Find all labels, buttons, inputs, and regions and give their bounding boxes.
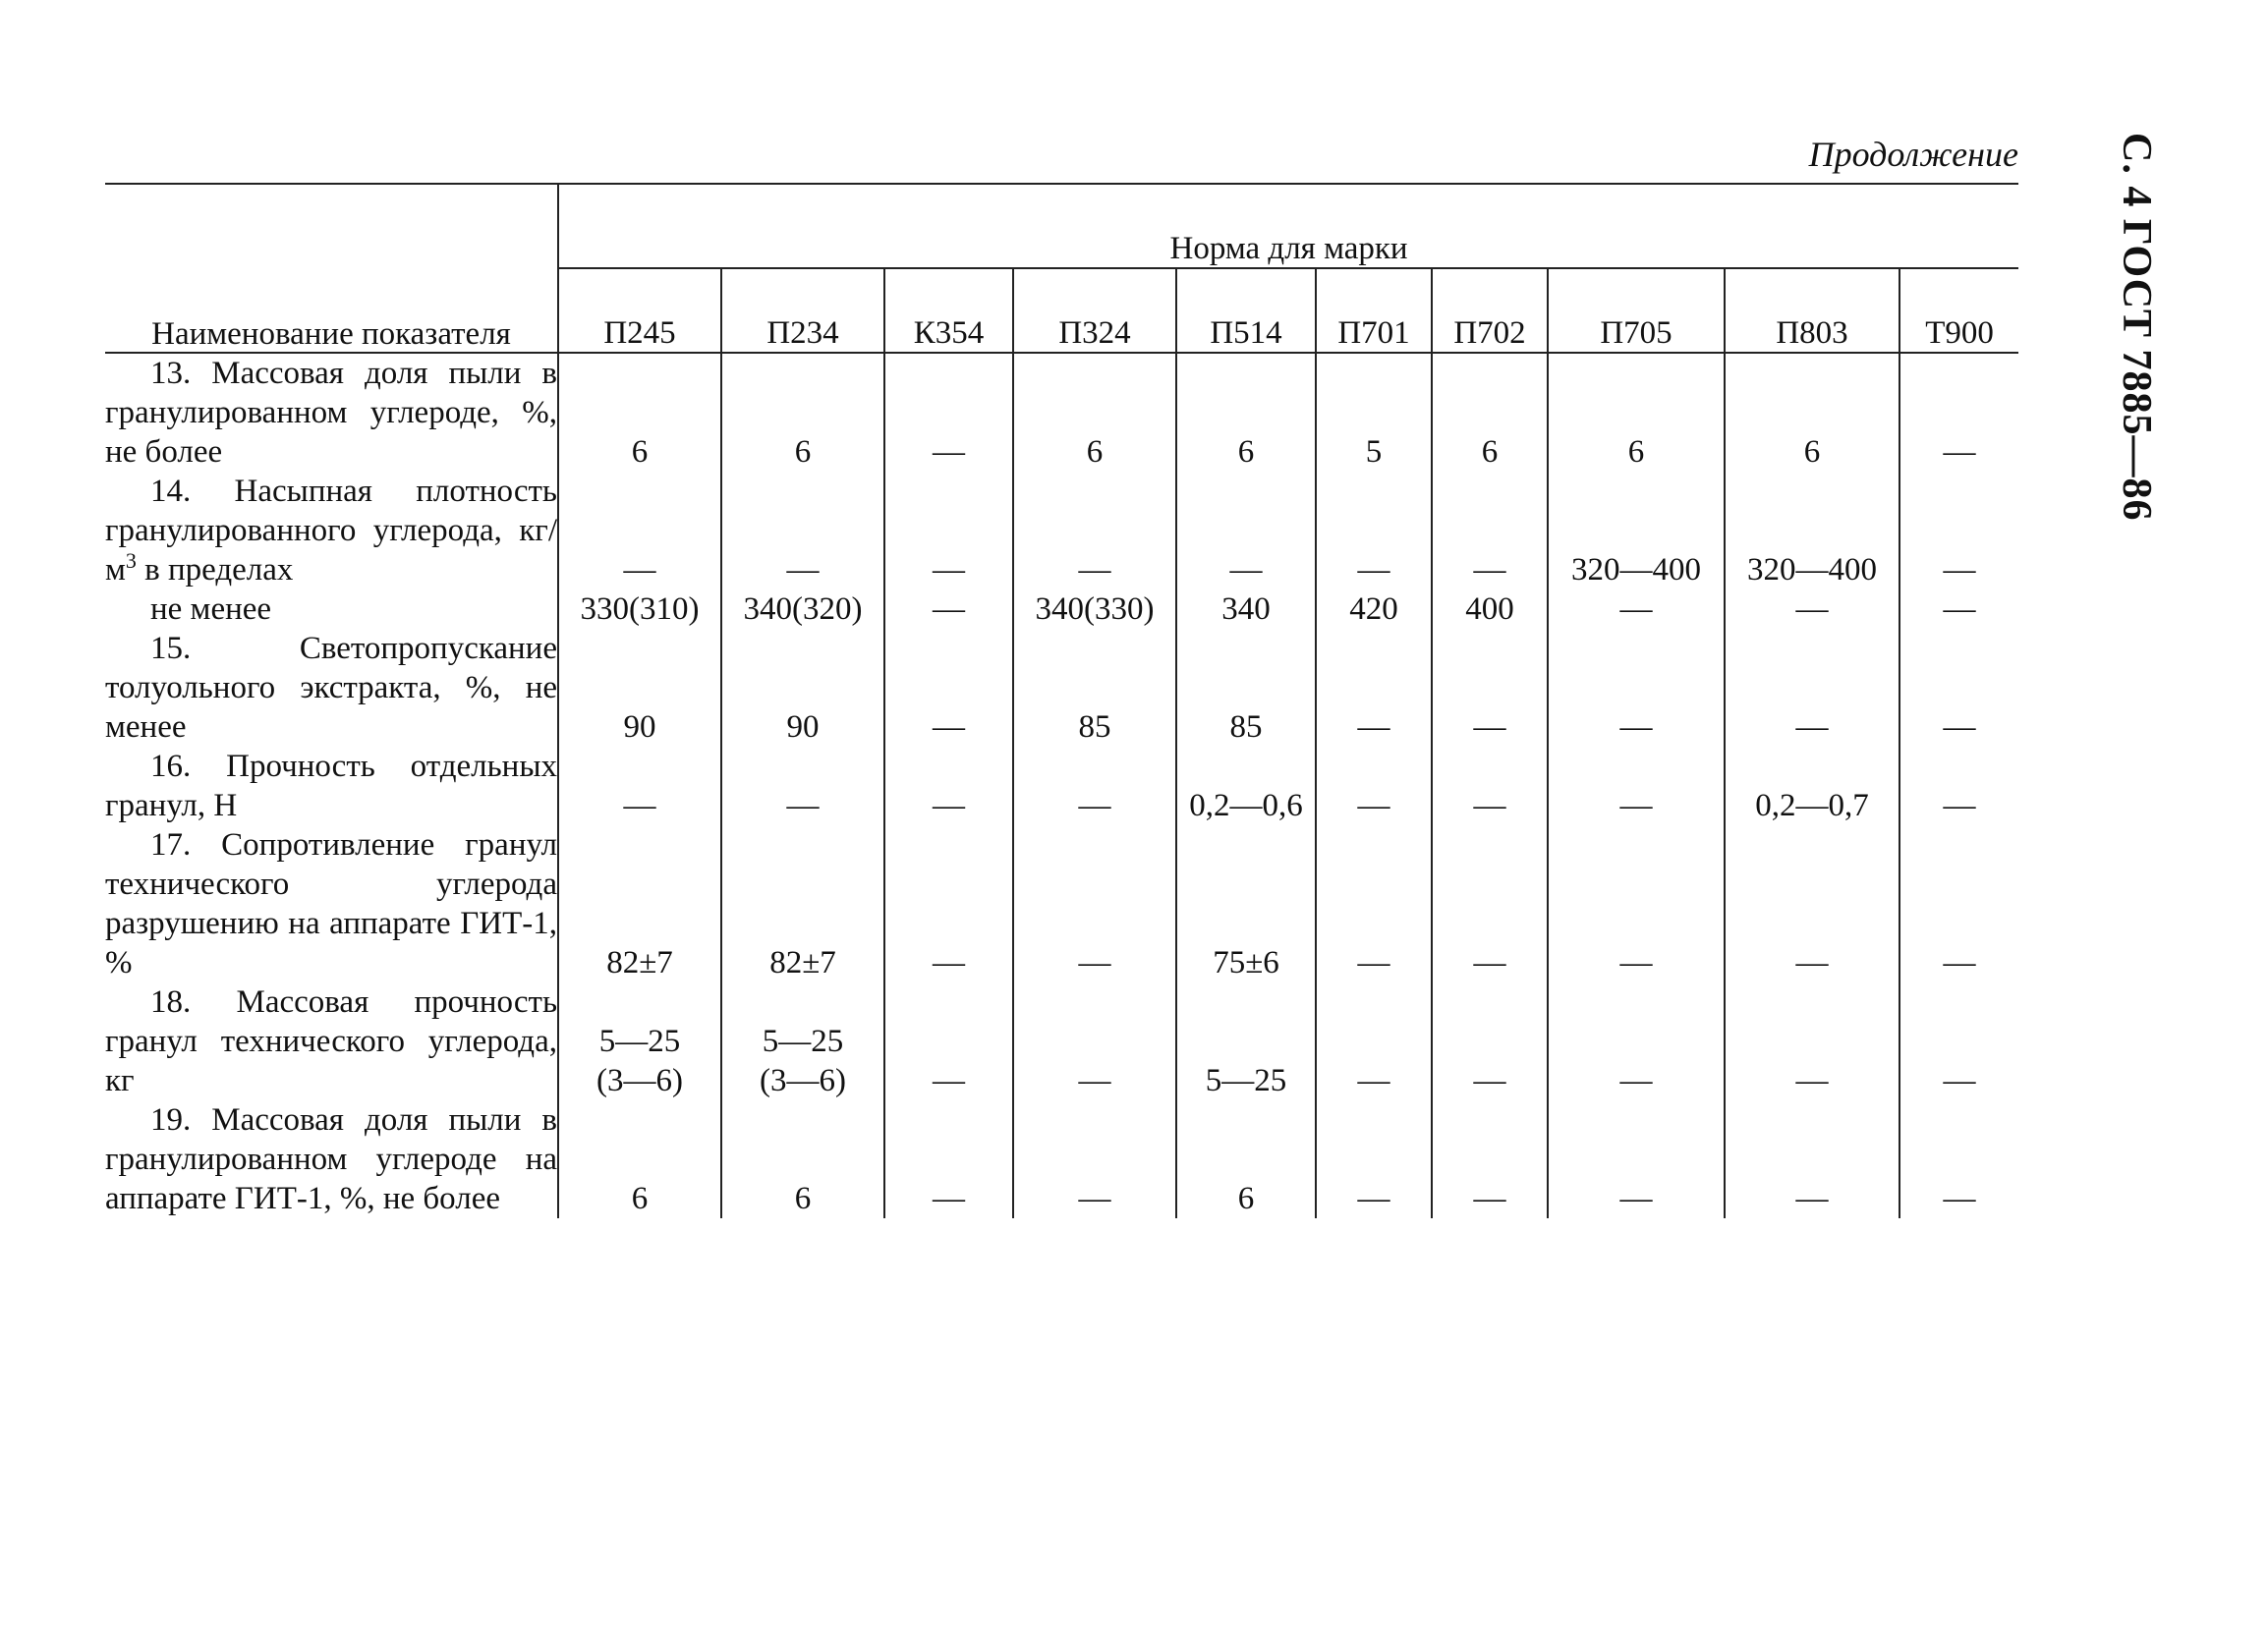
value-cell: —	[1899, 629, 2018, 747]
value-cell: 82±7	[721, 825, 884, 982]
value-cell: —	[1316, 825, 1432, 982]
value-cell: 6	[1725, 353, 1899, 472]
value-cell: —	[1725, 1100, 1899, 1218]
value-cell: —	[1548, 629, 1725, 747]
value-cell: —	[1725, 825, 1899, 982]
grade-header-П705: П705	[1548, 268, 1725, 353]
grade-header-Т900: Т900	[1899, 268, 2018, 353]
value-cell: —	[884, 629, 1013, 747]
value-cell: 340(330)	[1013, 589, 1176, 629]
table-row	[105, 589, 2018, 629]
value-cell: 0,2—0,6	[1176, 747, 1316, 825]
table-row	[105, 353, 2018, 472]
parameter-name-cell: 18. Массовая прочность гранул технического углерода, кг	[105, 984, 557, 1098]
value-cell: 340(320)	[721, 589, 884, 629]
value-cell: —	[1316, 629, 1432, 747]
parameter-name-cell: 15. Светопропускание толуольного экстракта, %, не менее	[105, 631, 557, 745]
value-cell: 5—25	[1176, 982, 1316, 1100]
table-row	[105, 1100, 2018, 1218]
value-cell: 0,2—0,7	[1725, 747, 1899, 825]
value-cell: 6	[631, 434, 649, 470]
value-cell: 340	[1176, 589, 1316, 629]
value-cell: 320—400	[1548, 472, 1725, 589]
value-cell: —	[1899, 982, 2018, 1100]
continuation-label: Продолжение	[1808, 135, 2018, 174]
value-cell: —	[721, 472, 884, 589]
value-cell: —	[1316, 747, 1432, 825]
parameter-name-cell: 19. Массовая доля пыли в гранулированном углероде на аппарате ГИТ-1, %, не более	[105, 1102, 557, 1216]
value-cell: 420	[1316, 589, 1432, 629]
value-cell: 400	[1432, 589, 1548, 629]
value-cell: —	[1316, 982, 1432, 1100]
value-cell: —	[1899, 1100, 2018, 1218]
value-cell: —	[1176, 472, 1316, 589]
value-cell: —	[1432, 825, 1548, 982]
parameter-name-cell: 14. Насыпная плотность гранулированного углерода, $кг/м^3$ в пределах	[105, 474, 557, 588]
value-cell: —	[1316, 1100, 1432, 1218]
parameter-name-cell: не менее	[105, 589, 558, 629]
value-cell: 6	[721, 1100, 884, 1218]
value-cell: —	[884, 589, 1013, 629]
value-cell: —	[1432, 1100, 1548, 1218]
parameter-name-cell: 16. Прочность отдельных гранул, Н	[105, 749, 557, 823]
value-cell: 85	[1176, 629, 1316, 747]
value-cell: —	[1725, 982, 1899, 1100]
value-cell: —	[884, 472, 1013, 589]
grade-header-П324: П324	[1013, 268, 1176, 353]
value-cell: —	[623, 788, 656, 823]
value-cell: 6	[1176, 353, 1316, 472]
value-cell: —	[1548, 825, 1725, 982]
value-cell: —	[884, 353, 1013, 472]
value-cell: 320—400	[1725, 472, 1899, 589]
value-cell: —	[623, 552, 656, 588]
page-side-title: С. 4 ГОСТ 7885—86	[2114, 133, 2159, 522]
value-cell: 5	[1316, 353, 1432, 472]
value-cell: —	[1432, 472, 1548, 589]
value-cell: —	[1899, 589, 2018, 629]
value-cell: —	[1432, 982, 1548, 1100]
value-cell: —	[1013, 472, 1176, 589]
value-cell: 6	[1013, 353, 1176, 472]
grade-header-П701: П701	[1316, 268, 1432, 353]
value-cell: 90	[623, 709, 656, 745]
value-cell: 6	[1176, 1100, 1316, 1218]
specification-table	[105, 183, 2018, 1218]
value-cell: 85	[1013, 629, 1176, 747]
value-cell: —	[1432, 747, 1548, 825]
value-cell: —	[1013, 1100, 1176, 1218]
parameter-name-header: Наименование показателя	[105, 184, 558, 353]
table-row	[105, 629, 2018, 747]
value-cell: 6	[1548, 353, 1725, 472]
grade-norm-header: Норма для марки	[558, 184, 2018, 268]
value-cell: —	[1013, 747, 1176, 825]
value-cell: —	[1013, 982, 1176, 1100]
value-cell: —	[1899, 747, 2018, 825]
value-cell: 5—25 (3—6)	[721, 982, 884, 1100]
value-cell: 330(310)	[580, 591, 700, 627]
value-cell: —	[1548, 589, 1725, 629]
value-cell: —	[1899, 353, 2018, 472]
value-cell: 6	[721, 353, 884, 472]
value-cell: —	[1548, 1100, 1725, 1218]
table-row	[105, 982, 2018, 1100]
value-cell: —	[721, 747, 884, 825]
value-cell: —	[1316, 472, 1432, 589]
grade-header-К354: К354	[884, 268, 1013, 353]
grade-header-П245: П245	[558, 268, 721, 353]
grade-header-П702: П702	[1432, 268, 1548, 353]
value-cell: —	[1548, 747, 1725, 825]
value-cell: —	[884, 1100, 1013, 1218]
value-cell: 5—25 (3—6)	[596, 1024, 683, 1098]
table-row	[105, 825, 2018, 982]
value-cell: —	[884, 982, 1013, 1100]
table-row	[105, 472, 2018, 589]
value-cell: 6	[1432, 353, 1548, 472]
value-cell: 6	[631, 1181, 649, 1216]
value-cell: —	[1899, 825, 2018, 982]
parameter-name-cell: 13. Массовая доля пыли в гранулированном углероде, %, не более	[105, 353, 558, 472]
value-cell: —	[1548, 982, 1725, 1100]
value-cell: —	[1899, 472, 2018, 589]
table-row	[105, 747, 2018, 825]
value-cell: 90	[721, 629, 884, 747]
value-cell: 82±7	[606, 945, 673, 981]
grade-header-П514: П514	[1176, 268, 1316, 353]
value-cell: 75±6	[1176, 825, 1316, 982]
parameter-name-cell: 17. Сопротивление гранул технического углерода разрушению на аппарате ГИТ-1, %	[105, 827, 557, 981]
value-cell: —	[1432, 629, 1548, 747]
value-cell: —	[1013, 825, 1176, 982]
value-cell: —	[1725, 629, 1899, 747]
value-cell: —	[1725, 589, 1899, 629]
grade-header-П803: П803	[1725, 268, 1899, 353]
value-cell: —	[884, 747, 1013, 825]
value-cell: —	[884, 825, 1013, 982]
grade-header-П234: П234	[721, 268, 884, 353]
